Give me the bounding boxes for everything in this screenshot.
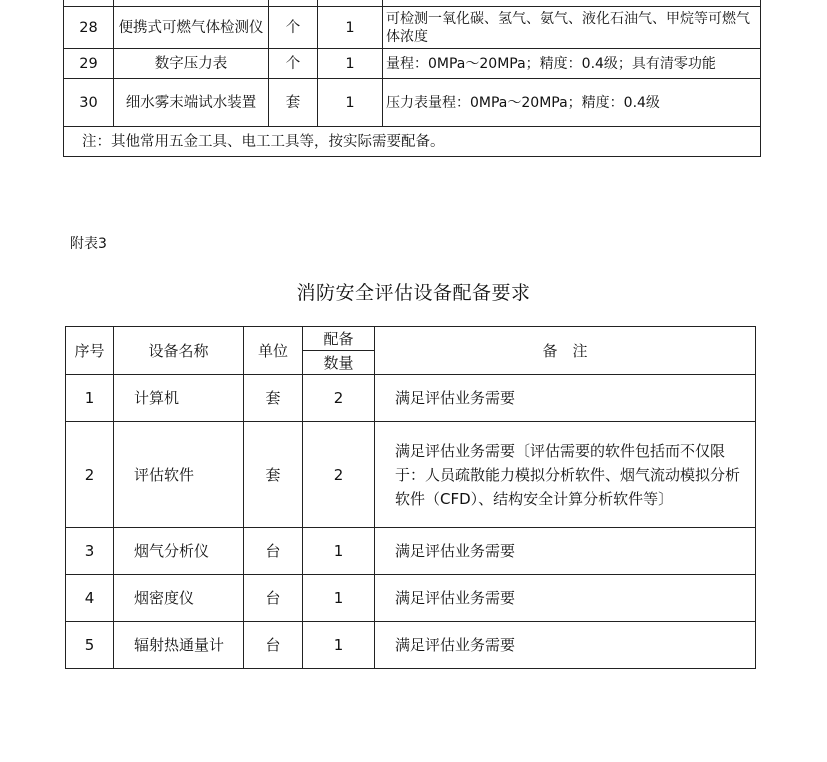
header-note: 备 注	[375, 327, 756, 375]
cell-name: 烟密度仪	[114, 575, 244, 622]
header-no: 序号	[66, 327, 114, 375]
cell-no: 4	[66, 575, 114, 622]
cell-desc: 可检测一氧化碳、氢气、氨气、液化石油气、甲烷等可燃气体浓度	[383, 7, 761, 49]
cell-note: 满足评估业务需要〔评估需要的软件包括而不仅限于：人员疏散能力模拟分析软件、烟气流动模拟分析软件（CFD）、结构安全计算分析软件等〕	[375, 422, 756, 528]
cell-qty: 1	[318, 79, 383, 127]
table-header-row	[66, 327, 756, 351]
cell-qty: 1	[303, 575, 375, 622]
table-row	[66, 375, 756, 422]
cell-name: 辐射热通量计	[114, 622, 244, 669]
cell-unit: 台	[244, 622, 303, 669]
table-title: 消防安全评估设备配备要求	[296, 282, 531, 304]
header-qty-bottom: 数量	[303, 351, 375, 375]
cell-name: 评估软件	[114, 422, 244, 528]
cell-unit: 套	[244, 375, 303, 422]
cell-no: 30	[64, 79, 114, 127]
cell-note: 满足评估业务需要	[375, 622, 756, 669]
cell-no: 28	[64, 7, 114, 49]
cell-no: 29	[64, 49, 114, 79]
assessment-equipment-table	[65, 326, 756, 669]
cell-qty: 1	[303, 622, 375, 669]
table-footnote: 注：其他常用五金工具、电工工具等，按实际需要配备。	[64, 127, 761, 157]
cell-qty: 2	[303, 422, 375, 528]
header-qty-top: 配备	[303, 327, 375, 351]
cell-desc: 压力表量程：0MPa～20MPa；精度：0.4级	[383, 79, 761, 127]
cell-qty: 1	[318, 49, 383, 79]
table-row	[66, 575, 756, 622]
cell-name: 便携式可燃气体检测仪	[114, 7, 269, 49]
cell-name: 计算机	[114, 375, 244, 422]
table-row	[66, 422, 756, 528]
table-row	[64, 49, 761, 79]
table-row	[66, 622, 756, 669]
cell-name: 烟气分析仪	[114, 528, 244, 575]
equipment-table-continued	[63, 0, 761, 157]
cell-no: 3	[66, 528, 114, 575]
cell-unit: 台	[244, 528, 303, 575]
cell-no: 1	[66, 375, 114, 422]
header-name: 设备名称	[114, 327, 244, 375]
cell-desc: 量程：0MPa～20MPa；精度：0.4级；具有清零功能	[383, 49, 761, 79]
cell-no: 2	[66, 422, 114, 528]
cell-qty: 1	[303, 528, 375, 575]
table-footnote-row	[64, 127, 761, 157]
cell-unit: 个	[269, 49, 318, 79]
table-row	[66, 528, 756, 575]
cell-note: 满足评估业务需要	[375, 575, 756, 622]
table-row	[64, 79, 761, 127]
cell-name: 数字压力表	[114, 49, 269, 79]
appendix-label: 附表3	[70, 236, 107, 252]
cell-unit: 台	[244, 575, 303, 622]
cell-note: 满足评估业务需要	[375, 375, 756, 422]
header-unit: 单位	[244, 327, 303, 375]
cell-name: 细水雾末端试水装置	[114, 79, 269, 127]
cell-qty: 1	[318, 7, 383, 49]
cell-unit: 套	[269, 79, 318, 127]
cell-unit: 个	[269, 7, 318, 49]
cell-qty: 2	[303, 375, 375, 422]
cell-unit: 套	[244, 422, 303, 528]
table-row	[64, 7, 761, 49]
cell-no: 5	[66, 622, 114, 669]
cell-note: 满足评估业务需要	[375, 528, 756, 575]
